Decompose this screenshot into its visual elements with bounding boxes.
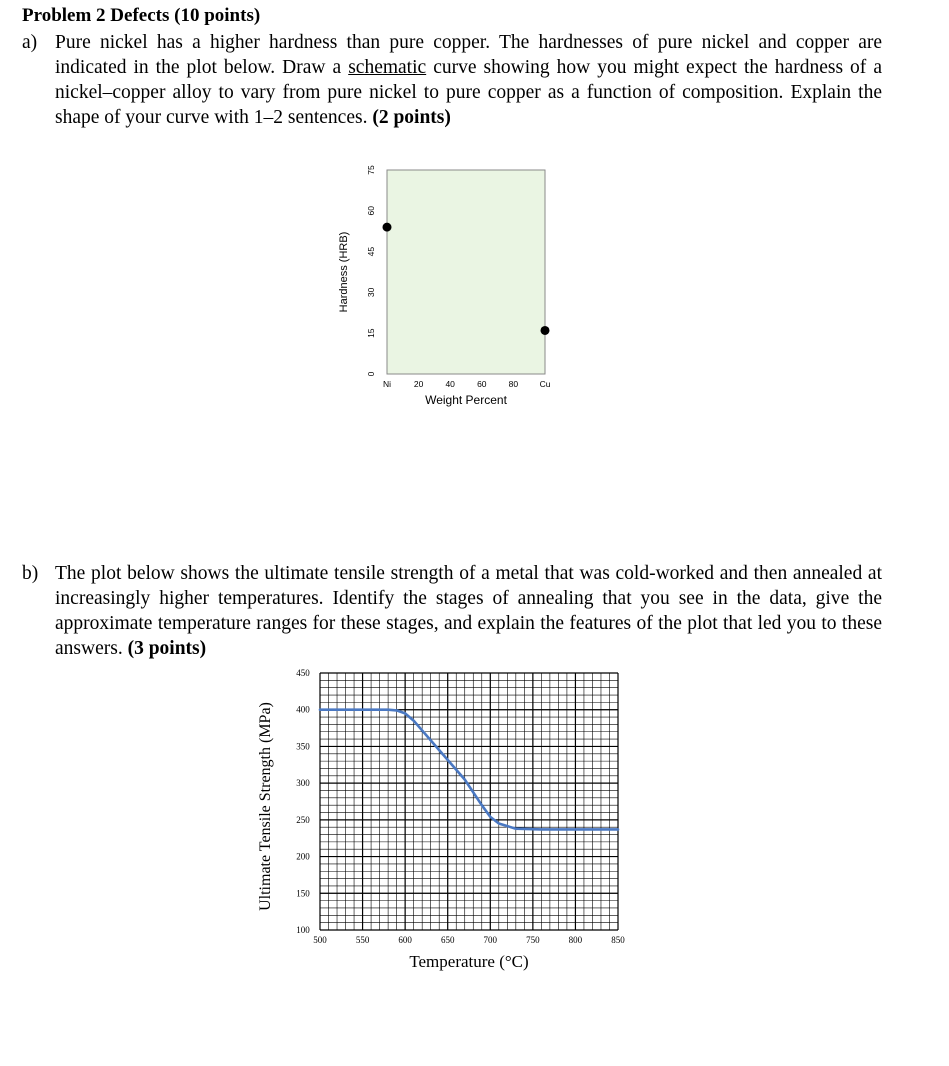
x-tick-label-0: Ni	[382, 379, 392, 389]
x-tick-label-2: 40	[445, 379, 455, 389]
y-axis-title: Ultimate Tensile Strength (MPa)	[257, 702, 274, 911]
y-tick-label-2: 200	[296, 851, 310, 862]
part-b-label: b)	[22, 563, 39, 584]
y-tick-label-0: 100	[296, 925, 310, 935]
x-tick-label-3: 650	[440, 935, 455, 945]
problem-heading: Problem 2 Defects (10 points)	[22, 5, 261, 26]
x-tick-label-0: 500	[313, 935, 327, 945]
y-tick-label-4: 300	[296, 778, 310, 789]
y-tick-label-4: 60	[366, 206, 376, 216]
x-tick-label-4: 80	[508, 379, 519, 389]
part-a-label: a)	[22, 32, 38, 53]
x-axis-title: Weight Percent	[425, 393, 507, 407]
y-tick-label-3: 45	[366, 246, 376, 257]
x-tick-label-2: 600	[398, 935, 412, 945]
y-tick-label-0: 0	[366, 371, 376, 377]
x-tick-label-4: 700	[483, 935, 498, 945]
x-tick-label-1: 20	[413, 379, 424, 389]
part-a-text: Pure nickel has a higher hardness than pure copper. The hardnesses of pure nickel and copper are indicated in the plot below. Draw a schematic curve showing how you might expect the hardness of a nickel–copper alloy to vary from pure nickel to pure copper as a function of composition. Explain the shape of your curve with 1–2 sentences. (2 points)	[55, 32, 882, 128]
y-tick-label-3: 250	[296, 814, 310, 825]
uts-curve	[320, 710, 618, 830]
y-tick-label-1: 15	[366, 328, 376, 338]
y-tick-label-5: 350	[296, 741, 310, 752]
x-tick-label-7: 850	[611, 935, 625, 945]
x-tick-label-5: 750	[526, 935, 540, 945]
part-b-text: The plot below shows the ultimate tensile strength of a metal that was cold-worked and then annealed at increasingly higher temperatures. Identify the stages of annealing that you see in the data, give the approximate temperature ranges for these stages, and explain the features of the plot that led you to these answers. (3 points)	[55, 563, 882, 659]
y-tick-label-5: 75	[366, 165, 376, 175]
part-b-points: (3 points)	[127, 638, 207, 659]
y-tick-label-7: 450	[296, 668, 310, 678]
x-tick-label-6: 800	[568, 935, 583, 945]
y-tick-label-2: 30	[366, 287, 376, 298]
x-tick-label-1: 550	[355, 935, 370, 945]
part-a-points: (2 points)	[372, 107, 451, 128]
x-tick-label-3: 60	[477, 379, 487, 389]
x-axis-title: Temperature (°C)	[409, 952, 529, 971]
underlined-word: schematic	[348, 57, 427, 78]
y-tick-label-1: 150	[296, 888, 310, 899]
y-tick-label-6: 400	[296, 704, 310, 715]
x-tick-label-5: Cu	[539, 379, 551, 389]
y-axis-title: Hardness (HRB)	[338, 231, 350, 313]
